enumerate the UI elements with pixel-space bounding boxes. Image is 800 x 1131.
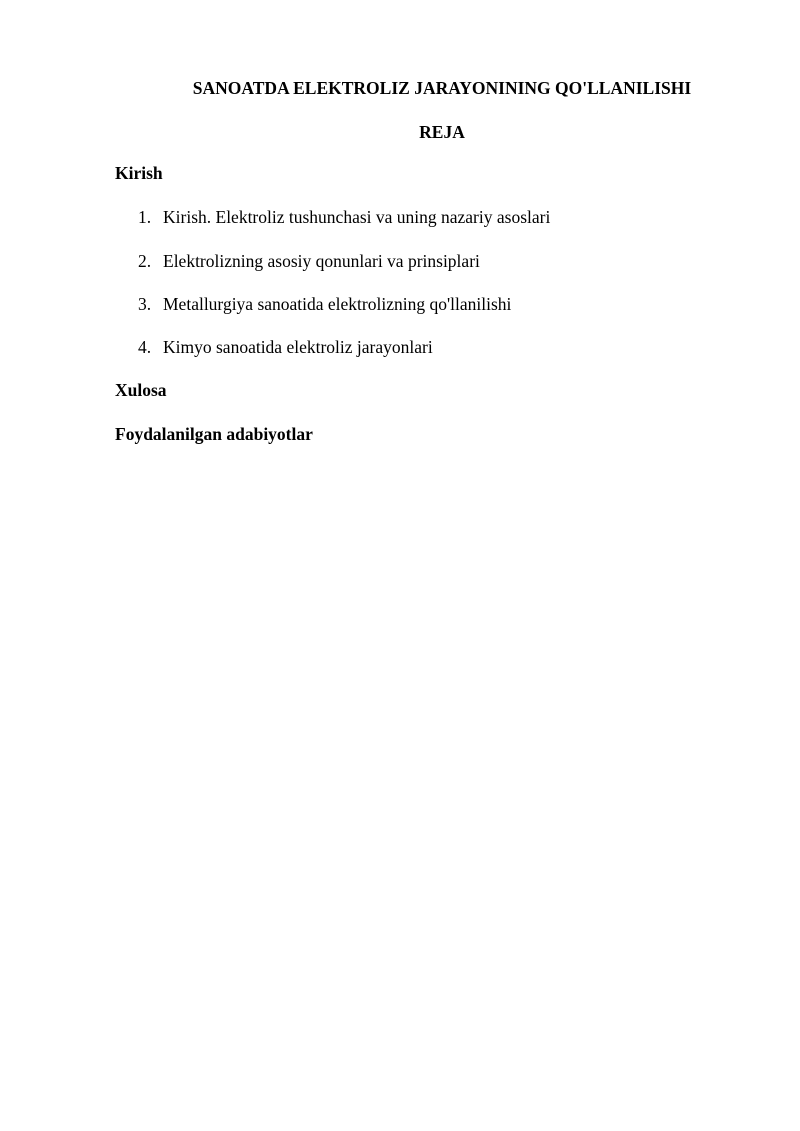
list-item bbox=[138, 206, 550, 228]
references-heading: Foydalanilgan adabiyotlar bbox=[115, 424, 313, 444]
plan-heading: REJA bbox=[419, 122, 465, 142]
list-item-number: 2. bbox=[138, 251, 152, 271]
list-item-number: 4. bbox=[138, 337, 152, 357]
document-title: SANOATDA ELEKTROLIZ JARAYONINING QO'LLANILISHI bbox=[192, 78, 692, 98]
list-item-number: 1. bbox=[138, 207, 152, 227]
list-item bbox=[138, 336, 433, 358]
list-item-text: Metallurgiya sanoatida elektrolizning qo'llanilishi bbox=[163, 294, 512, 314]
list-item-text: Kirish. Elektroliz tushunchasi va uning nazariy asoslari bbox=[163, 207, 551, 227]
list-item bbox=[138, 250, 480, 272]
list-item-text: Elektrolizning asosiy qonunlari va prinsiplari bbox=[163, 251, 480, 271]
list-item bbox=[138, 293, 511, 315]
list-item-text: Kimyo sanoatida elektroliz jarayonlari bbox=[163, 337, 433, 357]
intro-heading: Kirish bbox=[115, 163, 163, 183]
conclusion-heading: Xulosa bbox=[115, 380, 167, 400]
list-item-number: 3. bbox=[138, 294, 152, 314]
